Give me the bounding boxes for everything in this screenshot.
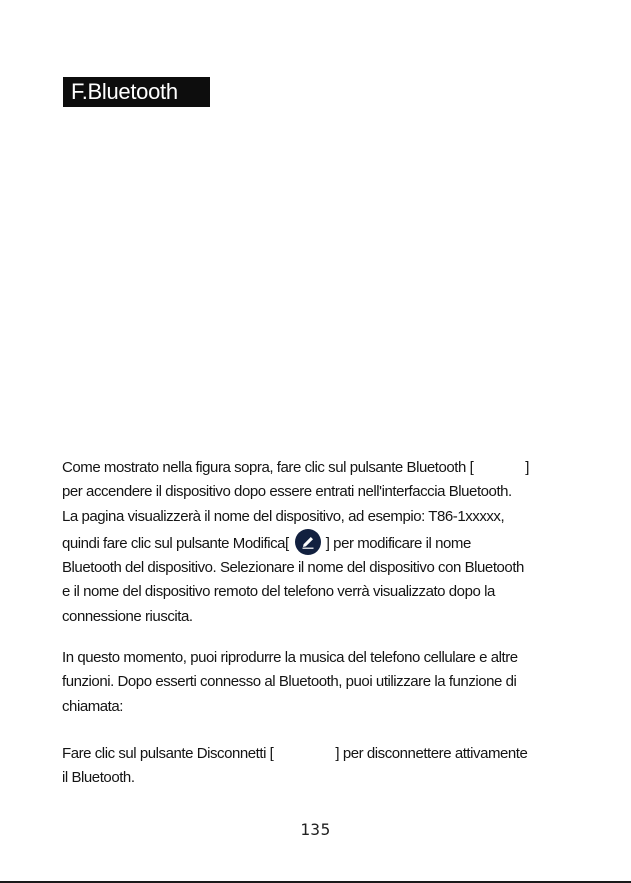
text-fragment: ] (525, 459, 530, 476)
paragraph-line (62, 456, 577, 480)
paragraph-line: In questo momento, puoi riprodurre la musica del telefono cellulare e altre (62, 649, 518, 666)
pencil-edit-icon (295, 529, 321, 555)
paragraph-disconnect (62, 742, 577, 791)
paragraph-line: e il nome del dispositivo remoto del telefono verrà visualizzato dopo la (62, 583, 495, 601)
figure-placeholder (63, 120, 568, 440)
paragraph-line (62, 742, 577, 766)
paragraph-line: chiamata: (62, 697, 123, 715)
page-number: 135 (300, 820, 331, 839)
paragraph-line: Bluetooth del dispositivo. Selezionare il nome del dispositivo con Bluetooth (62, 559, 524, 577)
text-fragment: Fare clic sul pulsante Disconnetti [ (62, 745, 274, 762)
paragraph-line: La pagina visualizzerà il nome del dispositivo, ad esempio: T86-1xxxxx, (62, 507, 505, 525)
text-fragment: ] per disconnettere attivamente (335, 745, 528, 762)
paragraph-line (62, 529, 577, 556)
text-fragment: quindi fare clic sul pulsante Modifica[ (62, 534, 289, 552)
text-fragment: ] per modificare il nome (325, 534, 471, 552)
paragraph-bluetooth-instructions (62, 456, 577, 629)
paragraph-line: connessione riuscita. (62, 607, 193, 625)
text-fragment: Come mostrato nella figura sopra, fare clic sul pulsante Bluetooth [ (62, 459, 474, 476)
paragraph-after-connection (62, 646, 577, 719)
section-title: F.Bluetooth (63, 77, 210, 107)
paragraph-line: funzioni. Dopo esserti connesso al Bluetooth, puoi utilizzare la funzione di (62, 673, 517, 691)
paragraph-line: per accendere il dispositivo dopo essere entrati nell'interfaccia Bluetooth. (62, 483, 512, 501)
paragraph-line: il Bluetooth. (62, 769, 135, 787)
